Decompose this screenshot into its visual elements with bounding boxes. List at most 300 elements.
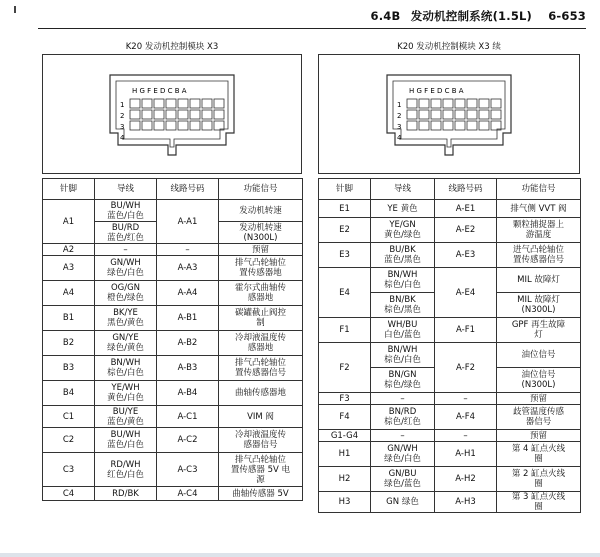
- w1-text: OG/GN: [110, 283, 141, 293]
- w1-text: BN/WH: [110, 358, 141, 368]
- circuit-text: A-B4: [177, 388, 198, 398]
- func1-text: 排气凸轮轴位: [234, 454, 286, 465]
- w1-text: BK/YE: [113, 308, 138, 318]
- table-row: [43, 406, 303, 428]
- function-cell: [219, 281, 303, 306]
- pin-cell: [43, 406, 95, 428]
- circuit-text: A-C3: [177, 464, 198, 475]
- func2-text: 感器地: [247, 293, 274, 303]
- circuit-text: –: [463, 393, 468, 404]
- right-connector-panel: [318, 40, 580, 174]
- wire-cell: [95, 306, 157, 331]
- w2-text: 棕色/黑色: [384, 305, 421, 315]
- func1-text: 油位信号: [521, 370, 556, 380]
- pin-text: G1-G4: [330, 430, 359, 441]
- circuit-cell: [157, 281, 219, 306]
- function-cell: [497, 405, 581, 430]
- pin-text: H2: [338, 474, 351, 484]
- circuit-text: A-B3: [177, 363, 198, 373]
- circuit-text: –: [185, 244, 190, 255]
- pin-text: B1: [62, 313, 75, 323]
- func1-text: 发动机转速: [239, 222, 282, 233]
- w2-text: 绿色/白色: [107, 268, 144, 278]
- circuit-cell: [435, 218, 497, 243]
- function-cell: [219, 453, 303, 487]
- connector-row-3: 3: [397, 123, 402, 131]
- right-pin-table: [318, 178, 581, 513]
- func1-text: VIM 阀: [247, 411, 274, 422]
- pin-text: C2: [62, 435, 75, 445]
- function-cell: [219, 256, 303, 281]
- wire-cell: [371, 442, 435, 467]
- table-row: [43, 487, 303, 501]
- w1-text: BN/WH: [387, 270, 418, 280]
- connector-row-3: 3: [120, 123, 125, 131]
- w1-text: YE/WH: [111, 383, 140, 393]
- connector-row-4: 4: [397, 134, 402, 142]
- w1-text: –: [400, 430, 405, 441]
- pin-text: B2: [62, 338, 75, 348]
- func2-text: 灯: [534, 330, 543, 340]
- col-circuit: 线路号码: [435, 179, 497, 200]
- w1-text: BU/WH: [110, 200, 141, 211]
- circuit-cell: [157, 406, 219, 428]
- pin-cell: [43, 381, 95, 406]
- col-pin: 针脚: [319, 179, 371, 200]
- circuit-text: A-E2: [455, 225, 476, 235]
- pin-text: F3: [339, 393, 350, 404]
- function-cell: [497, 442, 581, 467]
- pin-cell: [319, 243, 371, 268]
- w2-text: 红色/白色: [107, 469, 144, 480]
- circuit-cell: [435, 467, 497, 492]
- circuit-cell: [157, 306, 219, 331]
- circuit-text: –: [463, 430, 468, 441]
- pin-text: E3: [339, 250, 350, 260]
- circuit-cell: [435, 393, 497, 405]
- w2-text: 蓝色/白色: [107, 440, 144, 450]
- table-row: [43, 306, 303, 331]
- circuit-cell: [435, 268, 497, 318]
- function-cell: [497, 492, 581, 513]
- circuit-text: A-C1: [177, 411, 198, 422]
- connector-column-letters: H G F E D C B A: [409, 87, 464, 95]
- circuit-text: A-H3: [455, 497, 476, 507]
- pin-cell: [43, 306, 95, 331]
- w2-text: 黄色/绿色: [384, 230, 421, 240]
- circuit-cell: [435, 492, 497, 513]
- wire-cell: [95, 200, 157, 222]
- wire-cell: [371, 467, 435, 492]
- func1-text: MIL 故障灯: [517, 295, 560, 305]
- table-row: [43, 331, 303, 356]
- page-number: 6-653: [548, 9, 586, 23]
- circuit-text: A-C2: [177, 435, 198, 445]
- pin-cell: [43, 356, 95, 381]
- func1-text: 霍尔式曲轴传: [234, 283, 286, 293]
- pin-cell: [43, 244, 95, 256]
- section-number: 6.4B: [370, 9, 401, 23]
- page-header: [371, 8, 586, 24]
- w1-text: BU/WH: [110, 430, 141, 440]
- pin-cell: [43, 487, 95, 501]
- right-connector-diagram: [318, 54, 580, 174]
- pin-text: E2: [339, 225, 350, 235]
- corner-mark: [14, 6, 16, 13]
- func1-text: 歧管温度传感: [512, 407, 564, 417]
- w2-text: 绿色/蓝色: [384, 479, 421, 489]
- circuit-cell: [157, 428, 219, 453]
- table-row: [319, 405, 581, 430]
- w1-text: RD/WH: [110, 459, 141, 470]
- left-connector-panel: [42, 40, 302, 174]
- header-rule: [38, 28, 586, 29]
- pin-cell: [319, 218, 371, 243]
- func2-text: (N300L): [521, 380, 556, 390]
- table-row: [319, 200, 581, 218]
- function-cell: [497, 318, 581, 343]
- wire-cell: [371, 343, 435, 368]
- pin-cell: [319, 200, 371, 218]
- circuit-cell: [435, 318, 497, 343]
- function-cell: [219, 222, 303, 244]
- table-row: [319, 268, 581, 293]
- pin-cell: [319, 405, 371, 430]
- function-cell: [219, 428, 303, 453]
- pin-text: C1: [62, 411, 75, 422]
- func1-text: 曲轴传感器地: [234, 388, 286, 398]
- func1-text: 预留: [529, 393, 547, 404]
- table-row: [43, 244, 303, 256]
- wire-cell: [95, 453, 157, 487]
- pin-text: C3: [62, 464, 75, 475]
- func1-text: GPF 再生故障: [511, 320, 566, 330]
- circuit-cell: [157, 331, 219, 356]
- circuit-cell: [435, 343, 497, 393]
- pin-cell: [43, 331, 95, 356]
- func1-text: 曲轴传感器 5V: [232, 488, 289, 499]
- pin-text: E4: [339, 287, 350, 298]
- func1-text: 预留: [529, 430, 547, 441]
- func1-text: 颗粒捕捉器上: [512, 220, 564, 230]
- wire-cell: [95, 487, 157, 501]
- col-wire: 导线: [371, 179, 435, 200]
- w2-text: 绿色/黄色: [107, 343, 144, 353]
- table-row: [43, 381, 303, 406]
- table-header-row: [43, 179, 303, 200]
- function-cell: [497, 393, 581, 405]
- w1-text: YE/GN: [389, 220, 416, 230]
- func2-text: 圈: [534, 454, 543, 464]
- table-row: [319, 318, 581, 343]
- function-cell: [497, 268, 581, 293]
- w1-text: GN/YE: [112, 333, 139, 343]
- wire-cell: [371, 243, 435, 268]
- pin-cell: [319, 268, 371, 318]
- function-cell: [497, 200, 581, 218]
- function-cell: [497, 293, 581, 318]
- w1-text: BN/WH: [387, 345, 418, 355]
- circuit-text: A-F4: [456, 412, 475, 422]
- pin-text: A2: [62, 244, 75, 255]
- circuit-text: A-A3: [177, 263, 198, 273]
- table-row: [43, 453, 303, 487]
- func2-text: 制: [256, 318, 265, 328]
- w2-text: 橙色/绿色: [107, 293, 144, 303]
- wire-cell: [95, 406, 157, 428]
- pin-cell: [43, 256, 95, 281]
- pin-cell: [319, 492, 371, 513]
- wire-cell: [95, 281, 157, 306]
- pin-text: A4: [62, 288, 75, 298]
- function-cell: [219, 244, 303, 256]
- wire-cell: [95, 356, 157, 381]
- connector-row-1: 1: [120, 101, 125, 109]
- circuit-text: A-B1: [177, 313, 198, 323]
- func2-text: 置传感器 5V 电: [230, 464, 291, 475]
- table-header-row: [319, 179, 581, 200]
- wire-cell: [95, 244, 157, 256]
- func1-text: 碳罐截止阀控: [234, 308, 286, 318]
- pin-text: B4: [62, 388, 75, 398]
- function-cell: [497, 218, 581, 243]
- circuit-text: A-H1: [455, 449, 476, 459]
- func1-text: 预留: [251, 244, 269, 255]
- pin-text: C4: [62, 488, 75, 499]
- pin-cell: [319, 430, 371, 442]
- func2-text: 置传感器地: [239, 268, 282, 278]
- func1-text: 排气凸轮轴位: [234, 358, 286, 368]
- w1-text: WH/BU: [387, 320, 418, 330]
- bottom-edge: [0, 553, 600, 557]
- wire-cell: [371, 200, 435, 218]
- w2-text: 黑色/黄色: [107, 318, 144, 328]
- func2-text: 游温度: [525, 230, 552, 240]
- table-row: [319, 430, 581, 442]
- circuit-cell: [157, 356, 219, 381]
- wire-cell: [371, 405, 435, 430]
- table-row: [319, 393, 581, 405]
- wire-cell: [371, 268, 435, 293]
- func2-text: 感器地: [247, 343, 274, 353]
- w1-text: GN/WH: [110, 258, 141, 268]
- circuit-cell: [435, 430, 497, 442]
- func1-text: 进气凸轮轴位: [512, 245, 564, 255]
- pin-cell: [319, 442, 371, 467]
- w2-text: 棕色/白色: [107, 368, 144, 378]
- w2-text: 蓝色/白色: [107, 210, 144, 221]
- left-pin-table: [42, 178, 303, 501]
- func1-text: 冷却液温度传: [234, 430, 286, 440]
- function-cell: [219, 356, 303, 381]
- pin-text: B3: [62, 363, 75, 373]
- wire-cell: [95, 222, 157, 244]
- w1-text: GN/BU: [388, 469, 417, 479]
- pin-cell: [43, 200, 95, 244]
- circuit-cell: [157, 381, 219, 406]
- connector-icon: [102, 63, 242, 163]
- func1-text: 发动机转速: [239, 205, 282, 216]
- left-panel-title: K20 发动机控制模块 X3: [125, 42, 219, 52]
- w1-text: –: [400, 393, 405, 404]
- func1-text: 油位信号: [521, 350, 556, 360]
- func1-text: 冷却液温度传: [234, 333, 286, 343]
- table-row: [319, 467, 581, 492]
- left-connector-diagram: [42, 54, 302, 174]
- func2-text: (N300L): [243, 232, 278, 243]
- w2-text: 白色/蓝色: [384, 330, 421, 340]
- circuit-text: A-F2: [456, 362, 475, 373]
- w1-text: BU/BK: [389, 245, 416, 255]
- pin-cell: [43, 453, 95, 487]
- table-row: [319, 492, 581, 513]
- table-row: [319, 218, 581, 243]
- circuit-cell: [157, 244, 219, 256]
- circuit-text: A-C4: [177, 488, 198, 499]
- func1-text: 第 4 缸点火线: [511, 444, 566, 454]
- func1-text: 排气侧 VVT 阀: [510, 203, 567, 214]
- circuit-cell: [435, 243, 497, 268]
- w1-text: BN/BK: [389, 295, 416, 305]
- col-pin: 针脚: [43, 179, 95, 200]
- func2-text: (N300L): [521, 305, 556, 315]
- section-title: 发动机控制系统(1.5L): [410, 9, 532, 23]
- function-cell: [219, 487, 303, 501]
- circuit-text: A-H2: [455, 474, 476, 484]
- table-row: [43, 428, 303, 453]
- col-function: 功能信号: [497, 179, 581, 200]
- circuit-text: A-E3: [455, 250, 476, 260]
- pin-cell: [43, 281, 95, 306]
- circuit-text: A-F1: [456, 325, 475, 335]
- circuit-cell: [157, 256, 219, 281]
- func2-text: 置传感器信号: [512, 255, 564, 265]
- wire-cell: [371, 368, 435, 393]
- table-row: [319, 343, 581, 368]
- func1-text: 第 3 缸点火线: [511, 492, 566, 502]
- pin-cell: [319, 393, 371, 405]
- w1-text: BU/YE: [112, 406, 139, 417]
- table-row: [43, 256, 303, 281]
- connector-row-4: 4: [120, 134, 125, 142]
- function-cell: [497, 368, 581, 393]
- pin-text: H3: [338, 497, 351, 507]
- circuit-cell: [435, 442, 497, 467]
- col-function: 功能信号: [219, 179, 303, 200]
- pin-cell: [319, 343, 371, 393]
- pin-text: F1: [339, 325, 350, 335]
- w2-text: 绿色/白色: [384, 454, 421, 464]
- function-cell: [497, 343, 581, 368]
- w1-text: BN/GN: [388, 370, 417, 380]
- circuit-cell: [435, 200, 497, 218]
- circuit-cell: [157, 453, 219, 487]
- pin-text: A3: [62, 263, 75, 273]
- circuit-text: A-A4: [177, 288, 198, 298]
- func1-text: 排气凸轮轴位: [234, 258, 286, 268]
- connector-row-2: 2: [120, 112, 125, 120]
- w1-text: GN/WH: [387, 444, 418, 454]
- pin-cell: [319, 318, 371, 343]
- connector-icon: [379, 63, 519, 163]
- circuit-cell: [157, 200, 219, 244]
- w2-text: 棕色/白色: [384, 280, 421, 290]
- w2-text: 棕色/白色: [384, 355, 421, 365]
- wire-cell: [95, 331, 157, 356]
- w1-text: BN/RD: [388, 407, 417, 417]
- function-cell: [497, 430, 581, 442]
- connector-row-2: 2: [397, 112, 402, 120]
- wire-cell: [95, 428, 157, 453]
- w1-text: –: [123, 244, 128, 255]
- pin-cell: [319, 467, 371, 492]
- pin-text: E1: [339, 203, 350, 214]
- func1-text: MIL 故障灯: [517, 275, 560, 285]
- pin-text: F2: [339, 362, 350, 373]
- wire-cell: [371, 293, 435, 318]
- func2-text: 置传感器信号: [234, 368, 286, 378]
- col-wire: 导线: [95, 179, 157, 200]
- wire-cell: [95, 256, 157, 281]
- func2-text: 器信号: [525, 417, 552, 427]
- wire-cell: [371, 430, 435, 442]
- circuit-cell: [157, 487, 219, 501]
- w1-text: BU/RD: [111, 222, 140, 233]
- circuit-text: A-E1: [455, 203, 476, 214]
- circuit-text: A-A1: [177, 216, 198, 227]
- function-cell: [219, 306, 303, 331]
- w2-text: 棕色/绿色: [384, 380, 421, 390]
- right-panel-title: K20 发动机控制模块 X3 续: [397, 42, 501, 52]
- func2-text: 圈: [534, 479, 543, 489]
- table-row: [43, 356, 303, 381]
- w2-text: 蓝色/红色: [107, 232, 144, 243]
- func2-text: 圈: [534, 502, 543, 512]
- w2-text: 棕色/红色: [384, 417, 421, 427]
- w2-text: 蓝色/黄色: [107, 416, 144, 427]
- function-cell: [219, 381, 303, 406]
- connector-row-1: 1: [397, 101, 402, 109]
- function-cell: [219, 406, 303, 428]
- table-row: [43, 200, 303, 222]
- w1-text: GN 绿色: [386, 497, 419, 507]
- pin-text: A1: [62, 216, 75, 227]
- wire-cell: [95, 381, 157, 406]
- w2-text: 黄色/白色: [107, 393, 144, 403]
- table-row: [43, 281, 303, 306]
- function-cell: [497, 467, 581, 492]
- connector-column-letters: H G F E D C B A: [132, 87, 187, 95]
- pin-text: F4: [339, 412, 350, 422]
- table-row: [319, 243, 581, 268]
- function-cell: [219, 200, 303, 222]
- pin-text: H1: [338, 449, 351, 459]
- table-row: [319, 442, 581, 467]
- func2-text: 感器信号: [243, 440, 278, 450]
- wire-cell: [371, 393, 435, 405]
- w1-text: RD/BK: [112, 488, 139, 499]
- wire-cell: [371, 218, 435, 243]
- func1-text: 第 2 缸点火线: [511, 469, 566, 479]
- func3-text: 源: [256, 474, 265, 485]
- circuit-text: A-B2: [177, 338, 198, 348]
- wire-cell: [371, 492, 435, 513]
- w1-text: YE 黄色: [387, 203, 418, 214]
- wire-cell: [371, 318, 435, 343]
- function-cell: [219, 331, 303, 356]
- w2-text: 蓝色/黑色: [384, 255, 421, 265]
- col-circuit: 线路号码: [157, 179, 219, 200]
